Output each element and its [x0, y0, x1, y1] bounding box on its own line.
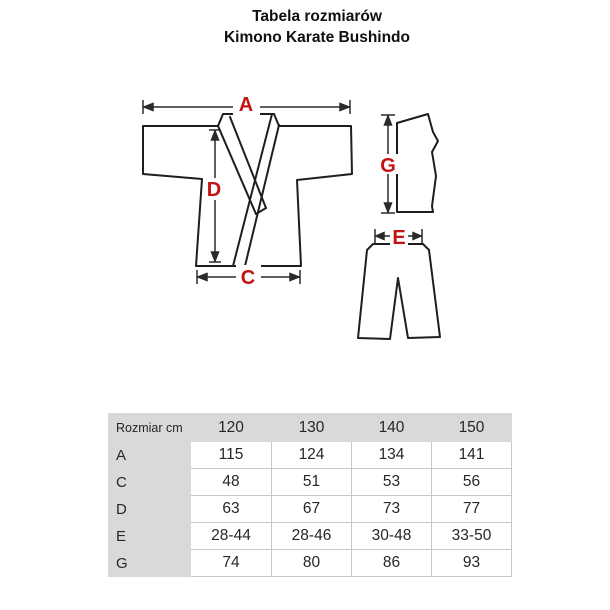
size-cell: 77	[432, 496, 512, 523]
size-cell: 53	[352, 469, 432, 496]
row-label: C	[109, 469, 191, 496]
table-row-g	[109, 550, 512, 577]
size-cell: 86	[352, 550, 432, 577]
size-cell: 28-46	[272, 523, 352, 550]
label-pants-waist-e: E	[392, 227, 406, 249]
size-cell: 63	[191, 496, 272, 523]
row-label: A	[109, 442, 191, 469]
size-cell: 48	[191, 469, 272, 496]
label-jacket-length-d: D	[206, 179, 222, 201]
size-cell: 93	[432, 550, 512, 577]
table-row-e	[109, 523, 512, 550]
header-size-140: 140	[352, 414, 432, 442]
size-cell: 141	[432, 442, 512, 469]
label-sleeve-length-g: G	[380, 155, 396, 177]
table-row-c	[109, 469, 512, 496]
title-line1: Tabela rozmiarów	[252, 8, 382, 25]
size-table	[108, 413, 512, 577]
header-size-150: 150	[432, 414, 512, 442]
size-cell: 80	[272, 550, 352, 577]
size-cell: 134	[352, 442, 432, 469]
size-cell: 67	[272, 496, 352, 523]
size-cell: 51	[272, 469, 352, 496]
size-cell: 74	[191, 550, 272, 577]
size-cell: 115	[191, 442, 272, 469]
row-label: D	[109, 496, 191, 523]
label-jacket-width-a: A	[238, 94, 254, 116]
table-header-row	[109, 414, 512, 442]
title-line2: Kimono Karate Bushindo	[223, 29, 410, 46]
label-jacket-hem-c: C	[240, 267, 256, 289]
table-row-d	[109, 496, 512, 523]
size-cell: 124	[272, 442, 352, 469]
size-cell: 30-48	[352, 523, 432, 550]
header-rozmiar-cm: Rozmiar cm	[109, 414, 191, 442]
sleeve-outline	[397, 114, 438, 212]
size-cell: 56	[432, 469, 512, 496]
pants-outline	[358, 244, 440, 339]
table-row-a	[109, 442, 512, 469]
header-size-130: 130	[272, 414, 352, 442]
size-cell: 73	[352, 496, 432, 523]
row-label: G	[109, 550, 191, 577]
size-cell: 28-44	[191, 523, 272, 550]
header-size-120: 120	[191, 414, 272, 442]
jacket-outline	[143, 114, 352, 266]
row-label: E	[109, 523, 191, 550]
size-cell: 33-50	[432, 523, 512, 550]
